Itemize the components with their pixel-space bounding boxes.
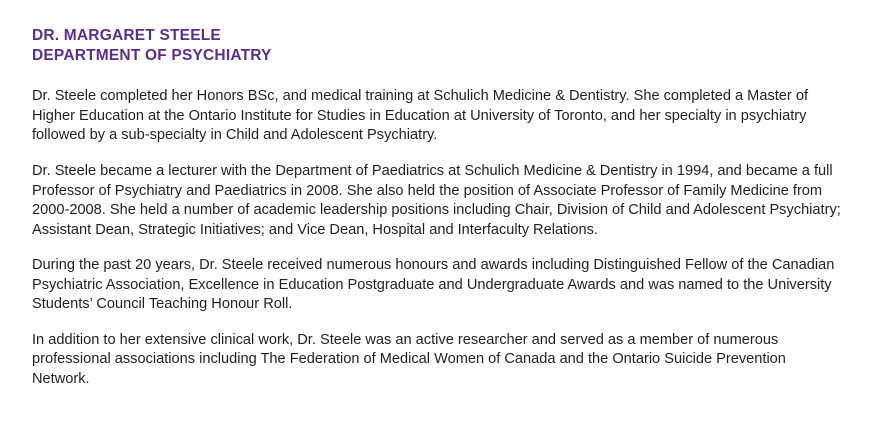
biography-paragraph: In addition to her extensive clinical work, Dr. Steele was an active researcher and served as a member of numerous professional associations including The Federation of Medical Women of Canada and the Ontario Suicide Prevention Network. bbox=[32, 331, 786, 387]
page-title-department: DEPARTMENT OF PSYCHIATRY bbox=[32, 46, 272, 64]
biography-body bbox=[32, 87, 846, 389]
page-title bbox=[32, 26, 846, 65]
biography-paragraph: Dr. Steele completed her Honors BSc, and medical training at Schulich Medicine & Dentistry. She completed a Master of Higher Education at the Ontario Institute for Studies in Education at University of Toronto, and her specialty in psychiatry followed by a sub-specialty in Child and Adolescent Psychiatry. bbox=[32, 88, 809, 144]
page-title-name: DR. MARGARET STEELE bbox=[32, 27, 221, 44]
biography-paragraph: During the past 20 years, Dr. Steele received numerous honours and awards including Distinguished Fellow of the Canadian Psychiatric Association, Excellence in Education Postgraduate and Undergraduate Awards and was named to the University Students’ Council Teaching Honour Roll. bbox=[32, 257, 835, 313]
biography-paragraph: Dr. Steele became a lecturer with the Department of Paediatrics at Schulich Medicine & Dentistry in 1994, and became a full Professor of Psychiatry and Paediatrics in 2008. She also held the position of Associate Professor of Family Medicine from 2000-2008. She held a number of academic leadership positions including Chair, Division of Child and Adolescent Psychiatry; Assistant Dean, Strategic Initiatives; and Vice Dean, Hospital and Interfaculty Relations. bbox=[32, 162, 841, 238]
